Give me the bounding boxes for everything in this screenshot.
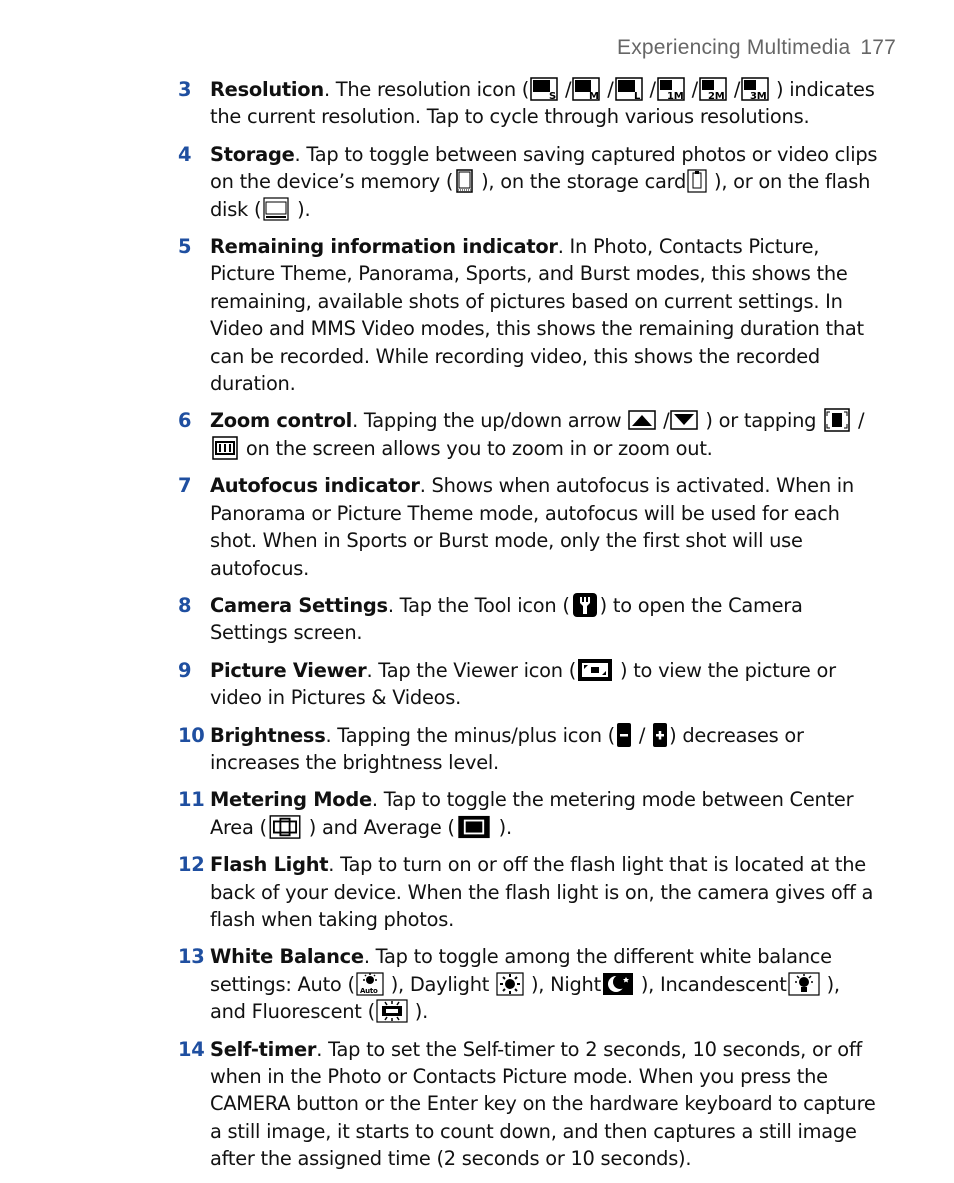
viewer-icon — [577, 658, 613, 682]
list-item-flash-light — [178, 851, 878, 933]
item-text: ), Night — [525, 972, 601, 996]
resolution-3m-icon — [741, 77, 769, 101]
resolution-label: 1M — [666, 91, 684, 101]
item-text: ) — [770, 78, 784, 101]
item-text: ). — [492, 815, 512, 839]
list-item-metering-mode — [178, 786, 878, 841]
night-icon — [602, 972, 634, 996]
fluorescent-icon — [376, 999, 408, 1023]
resolution-label: 3M — [750, 91, 767, 101]
item-text: . Tap to turn on or off the flash light that is located at the back of your device. When the flash light is on, the camera gives off a flash when taking photos. — [210, 853, 874, 931]
resolution-2m-icon — [699, 77, 727, 101]
item-text: ), on the storage card — [475, 170, 687, 194]
minus-icon — [616, 723, 632, 747]
incandescent-icon — [788, 972, 820, 996]
item-number: 3 — [178, 78, 192, 101]
list-item-white-balance — [178, 943, 878, 1025]
item-text: . Tapping the up/down arrow — [352, 409, 628, 433]
item-text: / — [559, 78, 572, 101]
list-item-camera-settings — [178, 592, 878, 647]
list-item-storage — [178, 141, 878, 223]
item-title: Metering Mode — [210, 788, 372, 812]
zoom-down-arrow-icon — [670, 408, 698, 432]
zoom-up-arrow-icon — [628, 408, 656, 432]
resolution-label: M — [589, 91, 600, 101]
item-number: 9 — [178, 658, 192, 682]
average-icon — [456, 815, 492, 839]
item-text: ), Incandescent — [634, 972, 787, 996]
item-title: Zoom control — [210, 409, 353, 433]
device-memory-icon — [454, 169, 474, 193]
item-number: 12 — [178, 853, 205, 877]
resolution-label: 2M — [707, 91, 725, 101]
item-text: . Tap to toggle the metering mode between Center Area ( — [210, 788, 854, 839]
item-text: / — [685, 78, 698, 101]
item-number: 4 — [178, 142, 192, 166]
item-number: 11 — [178, 788, 205, 812]
item-text: . In Photo, Contacts Picture, Picture Theme, Panorama, Sports, and Burst modes, this shows the remaining, available shots of pictures based on current settings. In Video and MMS Video modes, this shows the remaining duration that can be recorded. While recording video, this shows the recorded duration. — [210, 235, 864, 396]
item-number: 7 — [178, 474, 192, 498]
daylight-icon — [496, 972, 524, 996]
item-text: . Tap to set the Self-timer to 2 seconds, 10 seconds, or off when in the Photo or Contacts Picture mode. When you press the CAMERA button or the Enter key on the hardware keyboard to capture a still image, it starts to count down, and then captures a still image after the assigned time (2 seconds or 10 seconds). — [210, 1037, 876, 1171]
item-text: ) to view the picture or video in Pictures & Videos. — [210, 658, 836, 710]
item-title: Flash Light — [210, 853, 329, 877]
flash-disk-icon — [262, 197, 290, 221]
plus-icon — [652, 723, 668, 747]
item-text: / — [643, 78, 656, 101]
item-text: / — [657, 409, 670, 433]
item-number: 14 — [178, 1037, 205, 1061]
item-title: White Balance — [210, 945, 364, 969]
item-text: ) and Average ( — [302, 815, 455, 839]
resolution-s-icon — [530, 77, 558, 101]
resolution-m-icon — [572, 77, 600, 101]
item-text: / — [727, 78, 741, 101]
camera-controls-list — [178, 76, 878, 1183]
resolution-l-icon — [615, 77, 643, 101]
item-text: . Tapping the minus/plus icon ( — [325, 723, 616, 747]
item-text: . Tap the Viewer icon ( — [366, 658, 577, 682]
resolution-1m-icon — [657, 77, 685, 101]
running-header — [617, 36, 896, 60]
item-number: 10 — [178, 723, 205, 747]
auto-label: Auto — [359, 986, 378, 995]
item-text: ), and Fluorescent ( — [210, 972, 840, 1024]
zoom-in-icon — [823, 408, 851, 432]
item-number: 8 — [178, 593, 192, 617]
item-text: . Tap to toggle between saving captured photos or video clips on the device’s memory ( — [210, 142, 878, 194]
item-title: Resolution — [210, 78, 324, 101]
resolution-label: L — [633, 91, 640, 101]
resolution-label: S — [549, 91, 557, 101]
item-text: . Tap the Tool icon ( — [387, 593, 570, 617]
item-title: Remaining information indicator — [210, 235, 558, 259]
list-item-self-timer — [178, 1036, 878, 1173]
item-text: ). — [408, 1000, 429, 1024]
list-item-autofocus — [178, 472, 878, 582]
item-number: 6 — [178, 409, 192, 433]
item-text: . Tap to toggle among the different white balance settings: Auto ( — [210, 945, 832, 996]
section-title: Experiencing Multimedia — [616, 36, 851, 59]
list-item-remaining-info — [178, 233, 878, 397]
item-text: ) decreases or increases the brightness level. — [210, 723, 804, 774]
item-text: / — [633, 723, 652, 747]
item-text: on the screen allows you to zoom in or zoom out. — [240, 436, 713, 460]
item-text: ) or tapping — [699, 409, 823, 433]
item-text: ), or on the flash disk ( — [210, 170, 871, 221]
item-text: ). — [291, 197, 311, 221]
item-text: . Shows when autofocus is activated. When in Panorama or Picture Theme mode, autofocus will be used for each shot. When in Sports or Burst mode, only the first shot will use autofocus. — [210, 474, 854, 580]
item-number: 5 — [178, 235, 192, 259]
item-text: indicates the current resolution. Tap to cycle through various resolutions. — [210, 78, 875, 129]
list-item-brightness — [178, 722, 878, 777]
center-area-icon — [268, 815, 302, 839]
item-title: Storage — [210, 142, 295, 166]
item-title: Camera Settings — [210, 593, 388, 617]
zoom-out-icon — [211, 436, 239, 460]
item-title: Self-timer — [210, 1037, 317, 1061]
item-title: Picture Viewer — [210, 658, 367, 682]
item-number: 13 — [178, 945, 205, 969]
item-text: . The resolution icon ( — [323, 78, 530, 101]
item-title: Autofocus indicator — [210, 474, 420, 498]
item-text: ), Daylight — [384, 972, 496, 996]
item-text: ) to open the Camera Settings screen. — [210, 593, 803, 645]
list-item-picture-viewer — [178, 657, 878, 712]
storage-card-icon — [687, 169, 707, 193]
list-item-resolution — [178, 76, 878, 131]
list-item-zoom-control — [178, 407, 878, 462]
auto-white-balance-icon — [356, 972, 384, 996]
item-text: / — [601, 78, 614, 101]
item-text: / — [852, 409, 865, 433]
page-number: 177 — [860, 36, 896, 59]
tool-icon — [571, 593, 599, 617]
item-title: Brightness — [210, 723, 326, 747]
